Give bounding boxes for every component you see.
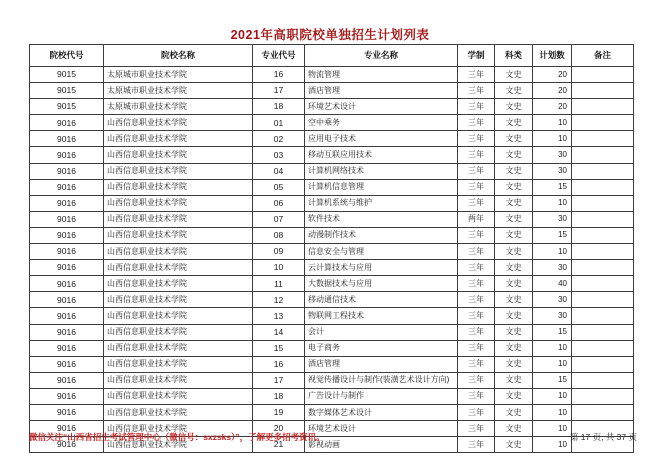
cell-remark [572,340,634,356]
cell-college-name: 山西信息职业技术学院 [104,437,253,453]
cell-major-code: 05 [253,179,305,195]
cell-college-code: 9016 [30,324,104,340]
cell-major-name: 大数据技术与应用 [305,276,458,292]
cell-plan-count: 10 [533,437,572,453]
table-header-row [30,45,634,67]
cell-major-name: 视觉传播设计与制作(装潢艺术设计方向) [305,372,458,388]
cell-plan-count: 15 [533,179,572,195]
cell-plan-count: 15 [533,227,572,243]
cell-category: 文史 [495,260,533,276]
cell-college-name: 山西信息职业技术学院 [104,227,253,243]
cell-major-name: 动漫制作技术 [305,227,458,243]
cell-duration: 三年 [458,292,495,308]
cell-major-name: 计算机系统与维护 [305,195,458,211]
cell-duration: 三年 [458,195,495,211]
cell-college-code: 9016 [30,115,104,131]
page-title: 2021年高职院校单独招生计划列表 [230,28,430,42]
cell-major-code: 08 [253,227,305,243]
table-row [30,163,634,179]
cell-plan-count: 10 [533,195,572,211]
table-row [30,340,634,356]
table-row [30,83,634,99]
cell-college-name: 山西信息职业技术学院 [104,308,253,324]
cell-remark [572,179,634,195]
cell-college-code: 9015 [30,99,104,115]
cell-major-name: 电子商务 [305,340,458,356]
cell-major-name: 计算机网络技术 [305,163,458,179]
cell-remark [572,372,634,388]
cell-category: 文史 [495,308,533,324]
cell-duration: 两年 [458,211,495,227]
cell-remark [572,115,634,131]
cell-duration: 三年 [458,179,495,195]
cell-major-code: 20 [253,421,305,437]
cell-duration: 三年 [458,115,495,131]
cell-college-name: 山西信息职业技术学院 [104,211,253,227]
cell-remark [572,211,634,227]
cell-major-code: 12 [253,292,305,308]
cell-category: 文史 [495,388,533,404]
cell-duration: 三年 [458,372,495,388]
cell-college-code: 9016 [30,356,104,372]
cell-college-name: 山西信息职业技术学院 [104,244,253,260]
cell-major-name: 移动通信技术 [305,292,458,308]
cell-plan-count: 30 [533,308,572,324]
cell-plan-count: 10 [533,404,572,420]
table-row [30,388,634,404]
cell-major-name: 空中乘务 [305,115,458,131]
cell-plan-count: 30 [533,147,572,163]
cell-major-name: 物流管理 [305,67,458,83]
cell-plan-count: 30 [533,163,572,179]
cell-college-code: 9016 [30,276,104,292]
cell-college-code: 9016 [30,437,104,453]
cell-plan-count: 20 [533,67,572,83]
cell-college-code: 9016 [30,227,104,243]
page-indicator: 第 17 页, 共 37 页 [569,432,637,442]
cell-plan-count: 30 [533,211,572,227]
cell-duration: 三年 [458,421,495,437]
cell-duration: 三年 [458,308,495,324]
cell-remark [572,131,634,147]
cell-major-name: 酒店管理 [305,356,458,372]
cell-remark [572,195,634,211]
page-footer [29,431,637,443]
cell-college-name: 山西信息职业技术学院 [104,356,253,372]
cell-category: 文史 [495,324,533,340]
cell-category: 文史 [495,115,533,131]
cell-duration: 三年 [458,388,495,404]
cell-remark [572,67,634,83]
cell-college-code: 9016 [30,308,104,324]
cell-duration: 三年 [458,147,495,163]
cell-remark [572,227,634,243]
cell-major-name: 物联网工程技术 [305,308,458,324]
cell-remark [572,404,634,420]
table-row [30,67,634,83]
cell-college-name: 山西信息职业技术学院 [104,115,253,131]
cell-plan-count: 10 [533,340,572,356]
cell-plan-count: 15 [533,372,572,388]
cell-major-code: 04 [253,163,305,179]
cell-major-code: 03 [253,147,305,163]
cell-major-code: 13 [253,308,305,324]
column-header-major-code: 专业代号 [253,45,305,67]
cell-category: 文史 [495,211,533,227]
table-body [30,67,634,453]
cell-duration: 三年 [458,324,495,340]
table-row [30,372,634,388]
cell-remark [572,99,634,115]
cell-remark [572,276,634,292]
table-row [30,99,634,115]
table-row [30,244,634,260]
cell-major-name: 环境艺术设计 [305,421,458,437]
cell-category: 文史 [495,227,533,243]
cell-plan-count: 10 [533,115,572,131]
table-row [30,308,634,324]
cell-major-code: 09 [253,244,305,260]
cell-remark [572,163,634,179]
cell-category: 文史 [495,244,533,260]
column-header-category: 科类 [495,45,533,67]
cell-major-name: 应用电子技术 [305,131,458,147]
cell-major-code: 15 [253,340,305,356]
cell-duration: 三年 [458,356,495,372]
cell-major-name: 影视动画 [305,437,458,453]
column-header-duration: 学制 [458,45,495,67]
table-row [30,131,634,147]
cell-plan-count: 10 [533,421,572,437]
cell-college-name: 山西信息职业技术学院 [104,131,253,147]
column-header-major-name: 专业名称 [305,45,458,67]
cell-plan-count: 30 [533,260,572,276]
table-row [30,227,634,243]
cell-college-name: 山西信息职业技术学院 [104,276,253,292]
cell-category: 文史 [495,147,533,163]
cell-duration: 三年 [458,83,495,99]
cell-duration: 三年 [458,260,495,276]
cell-major-code: 19 [253,404,305,420]
cell-college-name: 山西信息职业技术学院 [104,195,253,211]
cell-major-name: 信息安全与管理 [305,244,458,260]
column-header-college-code: 院校代号 [30,45,104,67]
cell-category: 文史 [495,179,533,195]
cell-college-name: 山西信息职业技术学院 [104,388,253,404]
cell-college-code: 9016 [30,195,104,211]
cell-college-name: 山西信息职业技术学院 [104,340,253,356]
cell-major-code: 07 [253,211,305,227]
cell-college-code: 9016 [30,340,104,356]
column-header-college-name: 院校名称 [104,45,253,67]
cell-duration: 三年 [458,404,495,420]
column-header-plan-count: 计划数 [533,45,572,67]
cell-remark [572,292,634,308]
wechat-notice: 微信关注“山西省招生考试管理中心（微信号：sxzsks）”，了解更多招考资讯。 [29,432,325,442]
table-row [30,404,634,420]
cell-category: 文史 [495,67,533,83]
cell-college-name: 太原城市职业技术学院 [104,67,253,83]
cell-remark [572,308,634,324]
cell-category: 文史 [495,421,533,437]
cell-duration: 三年 [458,227,495,243]
cell-major-name: 软件技术 [305,211,458,227]
cell-remark [572,244,634,260]
cell-plan-count: 40 [533,276,572,292]
cell-college-code: 9015 [30,67,104,83]
cell-category: 文史 [495,99,533,115]
cell-major-code: 18 [253,99,305,115]
cell-college-code: 9016 [30,163,104,179]
cell-college-code: 9016 [30,131,104,147]
cell-category: 文史 [495,195,533,211]
cell-major-code: 11 [253,276,305,292]
cell-major-code: 06 [253,195,305,211]
cell-major-name: 广告设计与制作 [305,388,458,404]
cell-category: 文史 [495,437,533,453]
cell-remark [572,324,634,340]
cell-major-name: 移动互联应用技术 [305,147,458,163]
cell-college-name: 山西信息职业技术学院 [104,404,253,420]
cell-college-code: 9016 [30,421,104,437]
cell-major-name: 环境艺术设计 [305,99,458,115]
cell-plan-count: 20 [533,99,572,115]
cell-duration: 三年 [458,244,495,260]
cell-college-name: 山西信息职业技术学院 [104,163,253,179]
cell-plan-count: 10 [533,388,572,404]
cell-duration: 三年 [458,276,495,292]
cell-major-name: 酒店管理 [305,83,458,99]
cell-duration: 三年 [458,99,495,115]
table-row [30,356,634,372]
cell-major-code: 14 [253,324,305,340]
cell-remark [572,147,634,163]
cell-remark [572,83,634,99]
cell-major-code: 17 [253,83,305,99]
cell-college-code: 9016 [30,244,104,260]
cell-college-name: 山西信息职业技术学院 [104,147,253,163]
cell-duration: 三年 [458,437,495,453]
cell-major-code: 02 [253,131,305,147]
cell-duration: 三年 [458,340,495,356]
cell-major-name: 计算机信息管理 [305,179,458,195]
cell-college-code: 9016 [30,388,104,404]
cell-category: 文史 [495,356,533,372]
cell-major-code: 16 [253,67,305,83]
table-row [30,276,634,292]
table-row [30,211,634,227]
cell-category: 文史 [495,131,533,147]
cell-remark [572,388,634,404]
cell-major-code: 17 [253,372,305,388]
cell-college-name: 山西信息职业技术学院 [104,324,253,340]
table-row [30,324,634,340]
cell-plan-count: 15 [533,324,572,340]
cell-remark [572,260,634,276]
cell-college-name: 山西信息职业技术学院 [104,421,253,437]
cell-plan-count: 10 [533,244,572,260]
cell-duration: 三年 [458,131,495,147]
table-row [30,147,634,163]
cell-category: 文史 [495,163,533,179]
cell-college-name: 太原城市职业技术学院 [104,99,253,115]
cell-category: 文史 [495,292,533,308]
cell-major-code: 21 [253,437,305,453]
cell-college-code: 9016 [30,179,104,195]
table-row [30,195,634,211]
table-row [30,260,634,276]
cell-major-code: 01 [253,115,305,131]
cell-category: 文史 [495,404,533,420]
cell-major-code: 18 [253,388,305,404]
cell-college-code: 9016 [30,211,104,227]
table-row [30,179,634,195]
table-row [30,115,634,131]
cell-major-name: 数字媒体艺术设计 [305,404,458,420]
table-row [30,292,634,308]
cell-category: 文史 [495,372,533,388]
enrollment-plan-table [29,44,634,453]
cell-remark [572,356,634,372]
cell-plan-count: 20 [533,83,572,99]
cell-category: 文史 [495,340,533,356]
cell-major-name: 云计算技术与应用 [305,260,458,276]
cell-college-code: 9016 [30,147,104,163]
cell-duration: 三年 [458,67,495,83]
cell-college-name: 山西信息职业技术学院 [104,260,253,276]
cell-college-code: 9016 [30,292,104,308]
cell-college-code: 9016 [30,260,104,276]
cell-college-name: 山西信息职业技术学院 [104,372,253,388]
cell-college-code: 9016 [30,372,104,388]
cell-category: 文史 [495,83,533,99]
cell-plan-count: 10 [533,131,572,147]
cell-major-name: 会计 [305,324,458,340]
cell-plan-count: 10 [533,356,572,372]
cell-college-name: 太原城市职业技术学院 [104,83,253,99]
cell-duration: 三年 [458,163,495,179]
cell-college-name: 山西信息职业技术学院 [104,179,253,195]
cell-college-name: 山西信息职业技术学院 [104,292,253,308]
cell-major-code: 16 [253,356,305,372]
cell-plan-count: 30 [533,292,572,308]
cell-college-code: 9016 [30,404,104,420]
cell-major-code: 10 [253,260,305,276]
column-header-remark: 备注 [572,45,634,67]
cell-college-code: 9015 [30,83,104,99]
cell-category: 文史 [495,276,533,292]
